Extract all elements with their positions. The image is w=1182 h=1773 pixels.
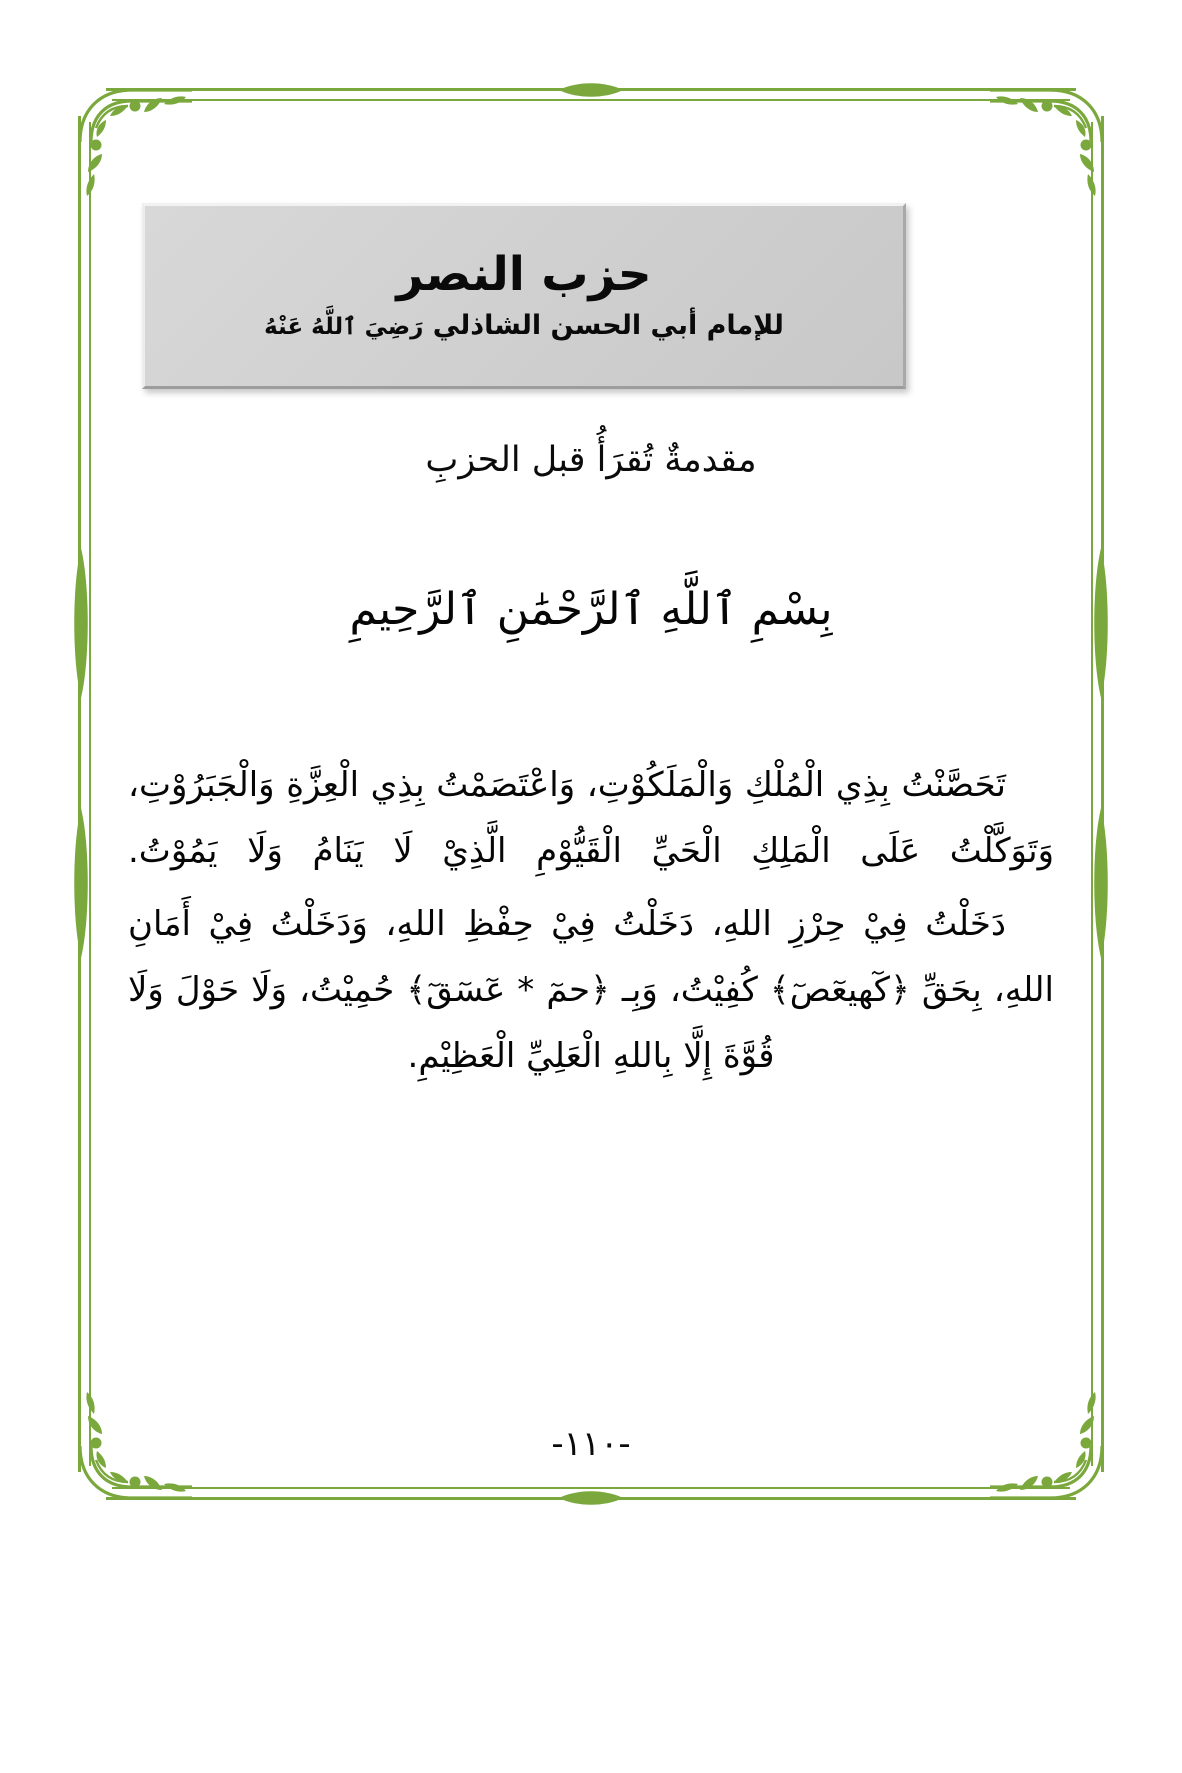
leaf-ornament-top-icon — [559, 79, 623, 101]
page-number: -١١٠- — [551, 1424, 631, 1464]
paragraph-2: دَخَلْتُ فِيْ حِرْزِ اللهِ، دَخَلْتُ فِيْ حِفْظِ اللهِ، وَدَخَلْتُ فِيْ أَمَانِ اللهِ، بِحَقِّ ﴿كٓهيعٓصٓ﴾ كُفِيْتُ، وَبِـ ﴿حمٓ * عٓسٓقٓ﴾ حُمِيْتُ، وَلَا حَوْلَ وَلَا قُوَّةَ إِلَّا بِاللهِ الْعَلِيِّ الْعَظِيْمِ. — [128, 903, 1054, 1077]
frame-left-inner-rule — [89, 122, 91, 1466]
corner-flourish-top-right-icon — [978, 82, 1110, 214]
page-title: حزب النصر — [396, 247, 652, 303]
corner-flourish-top-left-icon — [72, 82, 204, 214]
section-heading: مقدمةٌ تُقرَأُ قبل الحزبِ — [425, 440, 757, 480]
author-name: للإمام أبي الحسن الشاذلي — [432, 310, 784, 342]
leaf-ornament-bottom-icon — [559, 1487, 623, 1509]
basmala-calligraphy: بِسْمِ ٱللَّهِ ٱلرَّحْمَٰنِ ٱلرَّحِيمِ — [349, 584, 833, 635]
frame-left-outer-rule — [78, 116, 81, 1472]
title-plaque — [142, 203, 906, 389]
body-text — [128, 752, 1054, 1095]
leaf-ornament-right-lower-icon — [1090, 808, 1112, 958]
frame-right-outer-rule — [1101, 116, 1104, 1472]
leaf-ornament-left-lower-icon — [70, 808, 92, 958]
frame-right-inner-rule — [1091, 122, 1093, 1466]
author-attribution — [264, 308, 784, 343]
paragraph-1: تَحَصَّنْتُ بِذِي الْمُلْكِ وَالْمَلَكُوْتِ، وَاعْتَصَمْتُ بِذِي الْعِزَّةِ وَالْجَبَرُوْتِ، وَتَوَكَّلْتُ عَلَى الْمَلِكِ الْحَيِّ الْقَيُّوْمِ الَّذِيْ لَا يَنَامُ وَلَا يَمُوْتُ. — [128, 765, 1054, 872]
honorific-phrase: رَضِيَ ٱللَّهُ عَنْهُ — [264, 314, 424, 341]
